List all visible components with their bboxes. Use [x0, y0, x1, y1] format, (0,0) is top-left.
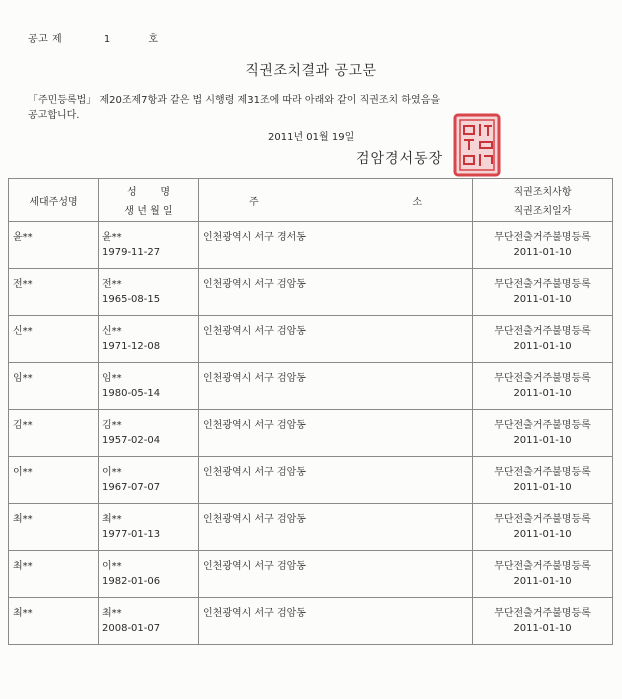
person-name: 김** — [102, 420, 122, 431]
householder-name: 전** — [13, 279, 33, 290]
birth-date: 1982-01-06 — [102, 576, 161, 587]
action-date: 2011-01-10 — [513, 482, 572, 493]
address: 인천광역시 서구 검암동 — [203, 561, 306, 572]
header-address-left: 주 — [249, 196, 259, 208]
person-name: 최** — [102, 514, 122, 525]
action-type: 무단전출거주불명등록 — [494, 420, 591, 431]
header-action — [473, 179, 613, 222]
householder-name: 최** — [13, 514, 33, 525]
address: 인천광역시 서구 검암동 — [203, 608, 306, 619]
person-name: 윤** — [102, 232, 122, 243]
action-date: 2011-01-10 — [513, 388, 572, 399]
header-action-date: 직권조치일자 — [513, 206, 572, 217]
householder-name: 이** — [13, 467, 33, 478]
body-text-line-1: 「주민등록법」 제20조제7항과 같은 법 시행령 제31조에 따라 아래와 같이 직권조치 하였음을 — [28, 95, 441, 106]
birth-date: 2008-01-07 — [102, 623, 161, 634]
header-name-birth — [99, 179, 199, 222]
table-row — [9, 316, 613, 363]
birth-date: 1967-07-07 — [102, 482, 161, 493]
issuing-office: 검암경서동장 — [356, 151, 444, 167]
householder-name: 임** — [13, 373, 33, 384]
header-address — [199, 179, 473, 222]
action-date: 2011-01-10 — [513, 435, 572, 446]
table-row — [9, 457, 613, 504]
householder-name: 최** — [13, 608, 33, 619]
official-seal — [452, 112, 502, 178]
action-type: 무단전출거주불명등록 — [494, 373, 591, 384]
action-type: 무단전출거주불명등록 — [494, 279, 591, 290]
document-title: 직권조치결과 공고문 — [245, 63, 377, 79]
action-results-table — [8, 178, 613, 645]
person-name: 임** — [102, 373, 122, 384]
table-row — [9, 410, 613, 457]
address: 인천광역시 서구 검암동 — [203, 420, 306, 431]
notice-date: 2011년 01월 19일 — [268, 132, 355, 143]
table-header-row — [9, 179, 613, 222]
action-date: 2011-01-10 — [513, 529, 572, 540]
notice-number-label: 공고 제 — [28, 34, 63, 45]
table-row — [9, 363, 613, 410]
address: 인천광역시 서구 경서동 — [203, 232, 306, 243]
notice-number-suffix: 호 — [148, 34, 159, 45]
householder-name: 신** — [13, 326, 33, 337]
action-date: 2011-01-10 — [513, 247, 572, 258]
action-type: 무단전출거주불명등록 — [494, 232, 591, 243]
householder-name: 최** — [13, 561, 33, 572]
table-row — [9, 222, 613, 269]
birth-date: 1957-02-04 — [102, 435, 161, 446]
address: 인천광역시 서구 검암동 — [203, 326, 306, 337]
header-householder: 세대주성명 — [9, 179, 99, 222]
action-type: 무단전출거주불명등록 — [494, 326, 591, 337]
header-name-right: 명 — [160, 187, 170, 198]
birth-date: 1971-12-08 — [102, 341, 161, 352]
birth-date: 1979-11-27 — [102, 247, 161, 258]
birth-date: 1977-01-13 — [102, 529, 161, 540]
householder-name: 김** — [13, 420, 33, 431]
action-date: 2011-01-10 — [513, 294, 572, 305]
action-type: 무단전출거주불명등록 — [494, 514, 591, 525]
header-birthdate: 생 년 월 일 — [124, 206, 173, 217]
header-action-type: 직권조치사항 — [513, 187, 572, 198]
person-name: 전** — [102, 279, 122, 290]
person-name: 신** — [102, 326, 122, 337]
notice-number-value: 1 — [103, 34, 111, 45]
header-address-right: 소 — [412, 196, 422, 208]
person-name: 이** — [102, 467, 122, 478]
notice-number — [28, 30, 159, 45]
action-type: 무단전출거주불명등록 — [494, 467, 591, 478]
address: 인천광역시 서구 검암동 — [203, 279, 306, 290]
header-name-left: 성 — [127, 187, 137, 198]
address: 인천광역시 서구 검암동 — [203, 467, 306, 478]
table-row — [9, 504, 613, 551]
table-row — [9, 269, 613, 316]
action-date: 2011-01-10 — [513, 341, 572, 352]
body-text-line-2: 공고합니다. — [28, 110, 80, 121]
table-row — [9, 598, 613, 645]
action-date: 2011-01-10 — [513, 576, 572, 587]
address: 인천광역시 서구 검암동 — [203, 373, 306, 384]
birth-date: 1965-08-15 — [102, 294, 161, 305]
action-type: 무단전출거주불명등록 — [494, 561, 591, 572]
person-name: 최** — [102, 608, 122, 619]
birth-date: 1980-05-14 — [102, 388, 161, 399]
table-row — [9, 551, 613, 598]
action-type: 무단전출거주불명등록 — [494, 608, 591, 619]
action-date: 2011-01-10 — [513, 623, 572, 634]
address: 인천광역시 서구 검암동 — [203, 514, 306, 525]
householder-name: 윤** — [13, 232, 33, 243]
person-name: 이** — [102, 561, 122, 572]
